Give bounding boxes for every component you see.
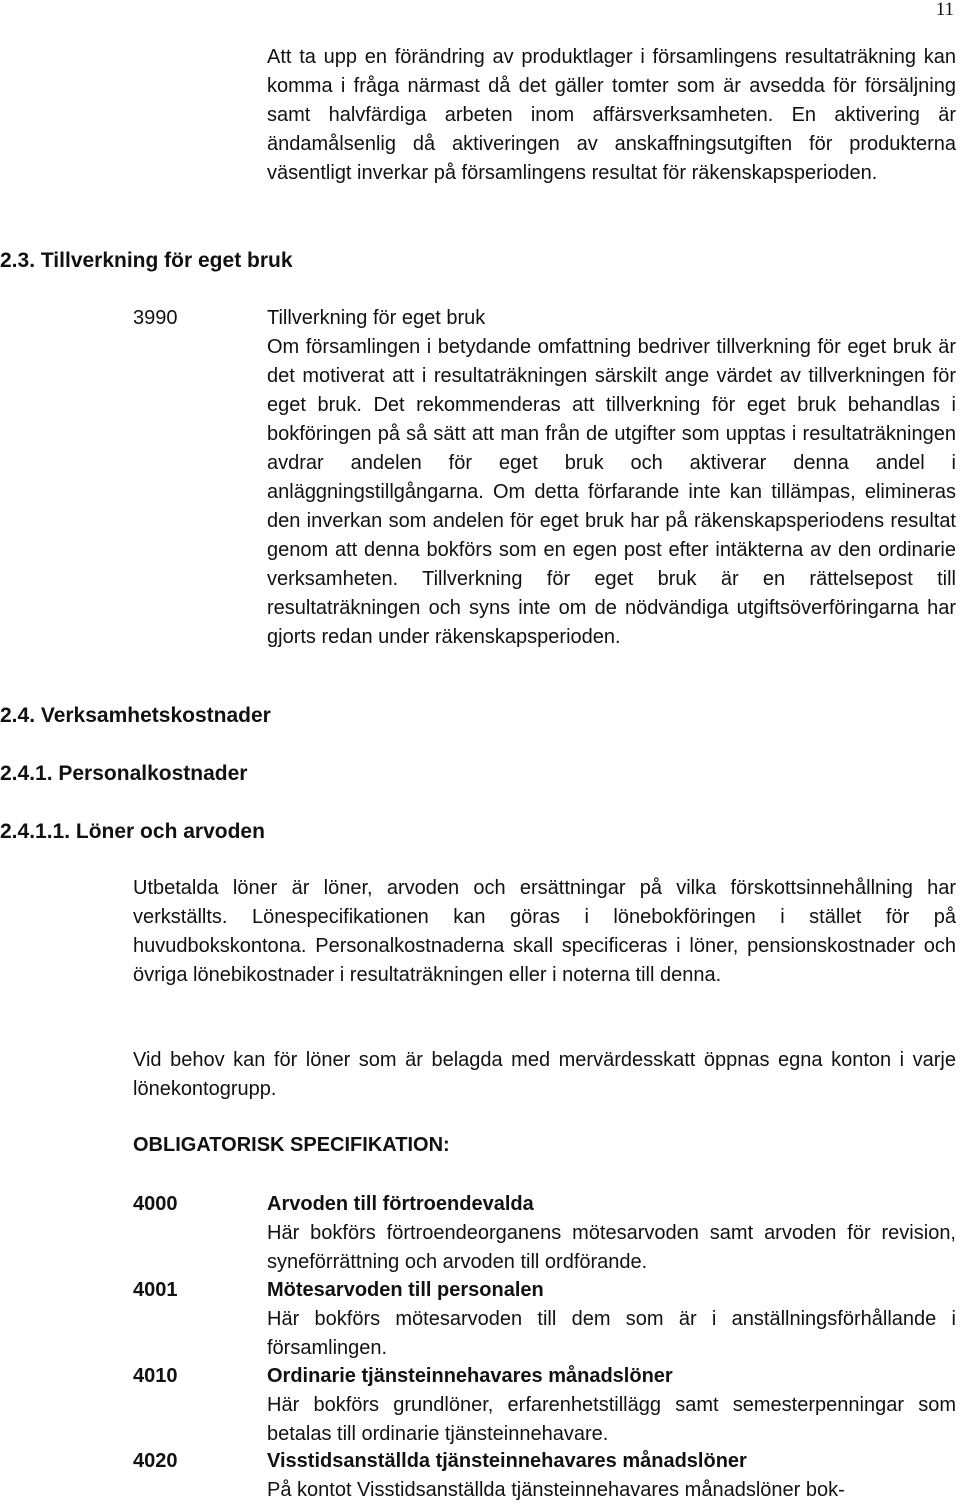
account-description: På kontot Visstidsanställda tjänsteinnehavares månadslöner bok- [267, 1479, 845, 1501]
page-number: 11 [935, 0, 954, 20]
section-2-3-body: Om församlingen i betydande omfattning bedriver tillverkning för eget bruk är det motiverat att i resultaträkningen särskilt ange värdet av tillverkningen för eget bruk. Det rekommenderas att tillverkning för eget bruk behandlas i bokföringen på så sätt att man från de utgifter som upptas i resultaträkningen avdrar andelen för eget bruk och aktiverar denna andel i anläggningstillgångarna. Om detta förfarande inte kan tillämpas, elimineras den inverkan som andelen för eget bruk har på räkenskapsperiodens resultat genom att denna bokförs som en egen post efter intäkterna av den ordinarie verksamheten. Tillverkning för eget bruk är en rättelsepost till resultaträkningen och syns inte om de nödvändiga utgiftsöverföringarna har gjorts redan under räkenskapsperioden. [267, 336, 956, 648]
account-number: 4020 [133, 1450, 178, 1472]
account-title: Ordinarie tjänsteinnehavares månadslöner [267, 1365, 673, 1387]
section-heading-2-3: 2.3. Tillverkning för eget bruk [0, 249, 293, 272]
account-title: Mötesarvoden till personalen [267, 1279, 544, 1301]
section-heading-2-4: 2.4. Verksamhetskostnader [0, 704, 271, 727]
account-number-3990: 3990 [133, 307, 178, 329]
intro-paragraph: Att ta upp en förändring av produktlager i församlingens resultaträkning kan komma i fråga närmast då det gäller tomter som är avsedda för försäljning samt halvfärdiga arbeten inom affärsverksamheten. En aktivering är ändamålsenlig då aktiveringen av anskaffningsutgiften för produkterna väsentligt inverkar på församlingens resultat för räkenskapsperioden. [267, 46, 956, 184]
account-title: Arvoden till förtroendevalda [267, 1193, 534, 1215]
account-title: Visstidsanställda tjänsteinnehavares månadslöner [267, 1450, 747, 1472]
account-description: Här bokförs förtroendeorganens mötesarvoden samt arvoden för revision, syneförrättning och arvoden till ordförande. [267, 1222, 956, 1273]
salaries-paragraph-1: Utbetalda löner är löner, arvoden och ersättningar på vilka förskottsinnehållning har verkställts. Lönespecifikationen kan göras i lönebokföringen i stället för på huvudbokskontona. Personalkostnaderna skall specificeras i löner, pensionskostnader och övriga lönebikostnader i resultaträkningen eller i noterna till denna. [133, 877, 956, 986]
account-number: 4010 [133, 1365, 178, 1387]
spec-heading: OBLIGATORISK SPECIFIKATION: [133, 1134, 450, 1156]
section-heading-2-4-1: 2.4.1. Personalkostnader [0, 762, 248, 785]
account-title-3990: Tillverkning för eget bruk [267, 307, 486, 329]
account-description: Här bokförs grundlöner, erfarenhetstillägg samt semesterpenningar som betalas till ordinarie tjänsteinnehavare. [267, 1394, 956, 1445]
section-heading-2-4-1-1: 2.4.1.1. Löner och arvoden [0, 820, 265, 843]
account-number: 4000 [133, 1193, 178, 1215]
salaries-paragraph-2: Vid behov kan för löner som är belagda med mervärdesskatt öppnas egna konton i varje lönekontogrupp. [133, 1049, 956, 1100]
account-description: Här bokförs mötesarvoden till dem som är i anställningsförhållande i församlingen. [267, 1308, 956, 1359]
account-number: 4001 [133, 1279, 178, 1301]
